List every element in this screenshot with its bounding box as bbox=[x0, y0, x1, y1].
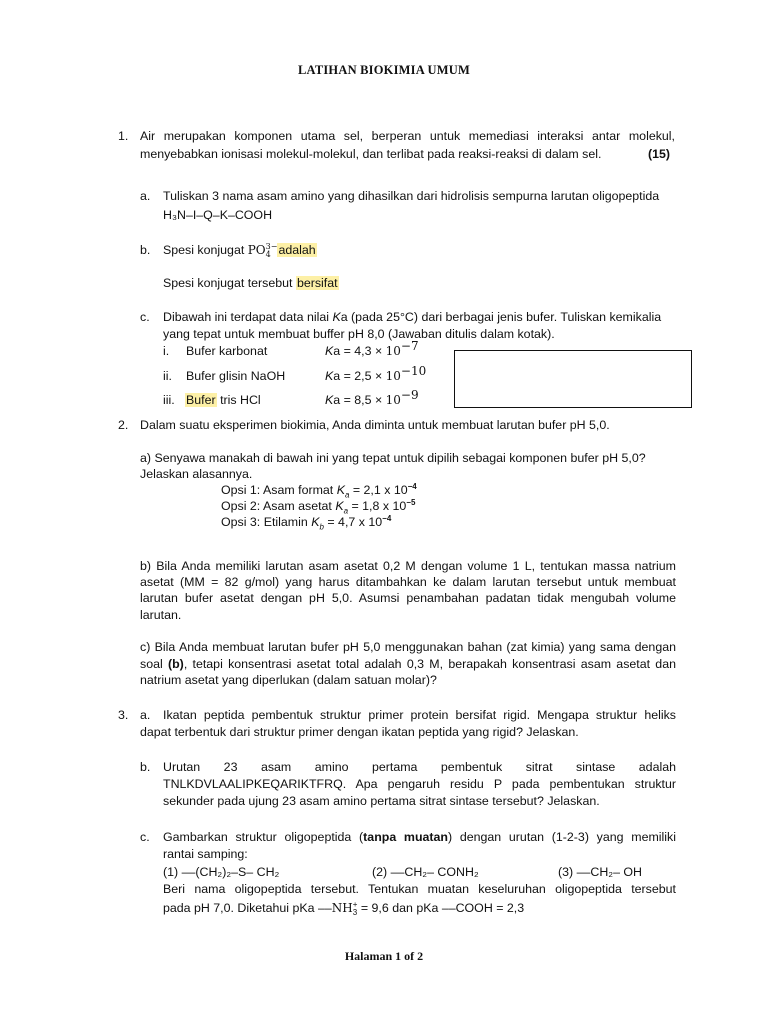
question-3c-line-5-b: = 9,6 dan pKa ––COOH = 2,3 bbox=[357, 901, 525, 915]
question-1c-k-symbol: K bbox=[332, 310, 341, 324]
buffer-item-1-name: Bufer karbonat bbox=[186, 344, 268, 358]
option-3-ksub: b bbox=[319, 522, 324, 532]
ammonium-group: NH bbox=[331, 901, 353, 915]
question-2b-line-2: asetat (MM = 82 g/mol) yang harus ditambahkan ke dalam larutan tersebut untuk membuat bbox=[140, 575, 676, 589]
side-chain-1: (1) ––(CH₂)₂–S– CH₂ bbox=[163, 865, 280, 879]
buffer-item-2-ka bbox=[325, 363, 427, 385]
option-2-val: = 1,8 x 10 bbox=[348, 499, 407, 513]
buffer-item-1-ka bbox=[325, 338, 419, 360]
question-3a-line-2: dapat terbentuk dari struktur primer dengan ikatan peptida yang rigid? Jelaskan. bbox=[140, 725, 579, 739]
buffer-item-2-base: 10 bbox=[385, 369, 401, 383]
buffer-item-2-num: ii. bbox=[163, 369, 172, 383]
question-2-number: 2. bbox=[118, 418, 129, 432]
question-3c-tanpa-muatan: tanpa muatan bbox=[363, 830, 448, 844]
buffer-item-3-name bbox=[185, 392, 261, 409]
question-1c-line-2: yang tepat untuk membuat buffer pH 8,0 (Jawaban ditulis dalam kotak). bbox=[163, 327, 555, 341]
option-2 bbox=[221, 498, 415, 515]
phosphate-ion bbox=[248, 243, 278, 257]
option-1-ksub: a bbox=[344, 490, 350, 500]
question-1b-line-1 bbox=[163, 242, 317, 259]
question-3b-line-2: TNLKDVLAALIPKEQARIKTFRQ. Apa pengaruh residu P pada pembentukan struktur bbox=[163, 777, 676, 791]
question-2c-line-2-a: soal bbox=[140, 657, 168, 671]
buffer-item-1-base: 10 bbox=[385, 344, 401, 358]
question-1a-line-1: Tuliskan 3 nama asam amino yang dihasilkan dari hidrolisis sempurna larutan oligopeptida bbox=[163, 189, 660, 203]
buffer-item-2-exp: −10 bbox=[400, 363, 427, 378]
question-3c-label: c. bbox=[140, 830, 150, 844]
question-1b-line-2-prefix: Spesi konjugat tersebut bbox=[163, 276, 296, 290]
buffer-item-1-num: i. bbox=[163, 344, 170, 358]
question-3b-line-1: Urutan 23 asam amino pertama pembentuk sitrat sintase adalah bbox=[163, 760, 676, 774]
question-2a-line-2: Jelaskan alasannya. bbox=[140, 467, 253, 481]
buffer-item-1-k: K bbox=[325, 344, 334, 358]
ammonium-charge: + bbox=[352, 899, 358, 909]
question-2c-line-2 bbox=[140, 656, 676, 673]
question-1a-peptide: H₃N–I–Q–K–COOH bbox=[163, 208, 273, 222]
option-3-pre: Opsi 3: Etilamin bbox=[221, 515, 312, 529]
question-3a-line-1: Ikatan peptida pembentuk struktur primer protein bersifat rigid. Mengapa struktur heliks bbox=[163, 708, 676, 722]
option-1-pre: Opsi 1: Asam format bbox=[221, 483, 337, 497]
buffer-item-3-num: iii. bbox=[163, 393, 175, 407]
side-chain-2: (2) ––CH₂– CONH₂ bbox=[372, 865, 479, 879]
question-1b-line-2 bbox=[163, 275, 339, 292]
option-2-exp: −5 bbox=[406, 497, 416, 507]
option-2-k: K bbox=[335, 499, 344, 513]
option-3-exp: −4 bbox=[382, 513, 392, 523]
question-1-line-2-text: menyebabkan ionisasi molekul-molekul, dan terlibat pada reaksi-reaksi di dalam sel. bbox=[140, 147, 602, 161]
page-title: LATIHAN BIOKIMIA UMUM bbox=[297, 63, 471, 77]
question-3c-line-1 bbox=[163, 829, 676, 846]
side-chain-3: (3) ––CH₂– OH bbox=[558, 865, 642, 879]
buffer-item-1-kval: a = 4,3 × bbox=[333, 344, 386, 358]
question-3c-line-5 bbox=[163, 900, 524, 917]
question-2b-line-4: larutan. bbox=[140, 608, 182, 622]
question-3b-label: b. bbox=[140, 760, 151, 774]
question-2b-line-1: b) Bila Anda memiliki larutan asam asetat 0,2 M dengan volume 1 L, tentukan massa natrium bbox=[140, 559, 676, 573]
phosphate-ion-base: PO bbox=[247, 243, 266, 257]
question-1c-line-1-a: Dibawah ini terdapat data nilai bbox=[163, 310, 333, 324]
question-3c-line-5-a: pada pH 7,0. Diketahui pKa –– bbox=[163, 901, 332, 915]
question-2c-line-3: natrium asetat yang diperlukan (dalam satuan molar)? bbox=[140, 673, 437, 687]
option-3-k: K bbox=[311, 515, 320, 529]
question-1b-bersifat-highlight: bersifat bbox=[296, 276, 338, 290]
question-3b-line-3: sekunder pada ujung 23 asam amino pertama sitrat sintase tersebut? Jelaskan. bbox=[163, 794, 600, 808]
question-1a-label: a. bbox=[140, 189, 151, 203]
question-3c-line-1-c: ) dengan urutan (1-2-3) yang memiliki bbox=[448, 830, 676, 844]
phosphate-ion-subscript: 4 bbox=[265, 249, 271, 259]
question-3c-line-1-a: Gambarkan struktur oligopeptida ( bbox=[163, 830, 364, 844]
question-1-line-2 bbox=[140, 146, 675, 163]
question-2a-line-1: a) Senyawa manakah di bawah ini yang tepat untuk dipilih sebagai komponen bufer pH 5,0? bbox=[140, 451, 646, 465]
buffer-item-3-name-text: tris HCl bbox=[216, 393, 261, 407]
buffer-item-3-exp: −9 bbox=[400, 387, 419, 402]
option-3 bbox=[221, 514, 391, 531]
question-2b-line-3: larutan bufer asetat dengan pH 5,0. Asumsi penambahan padatan tidak mengubah volume bbox=[140, 591, 676, 605]
question-2c-soal-b-ref: (b) bbox=[167, 657, 184, 671]
question-1b-prefix: Spesi konjugat bbox=[163, 243, 248, 257]
buffer-item-3-base: 10 bbox=[385, 393, 401, 407]
option-2-pre: Opsi 2: Asam asetat bbox=[221, 499, 336, 513]
question-3a-label: a. bbox=[140, 708, 151, 722]
question-2-intro: Dalam suatu eksperimen biokimia, Anda diminta untuk membuat larutan bufer pH 5,0. bbox=[140, 418, 610, 432]
buffer-item-3-k: K bbox=[325, 393, 334, 407]
buffer-item-2-k: K bbox=[325, 369, 334, 383]
buffer-item-2-kval: a = 2,5 × bbox=[333, 369, 386, 383]
buffer-item-3-ka bbox=[325, 387, 419, 409]
option-3-val: = 4,7 x 10 bbox=[323, 515, 383, 529]
ammonium-subscript: 3 bbox=[352, 907, 358, 917]
buffer-item-1-exp: −7 bbox=[400, 338, 419, 353]
question-1-number: 1. bbox=[118, 129, 129, 143]
question-1c-line-1 bbox=[163, 309, 678, 326]
question-3c-line-2: rantai samping: bbox=[163, 847, 248, 861]
question-1c-label: c. bbox=[140, 310, 150, 324]
buffer-item-3-highlight: Bufer bbox=[186, 393, 216, 407]
question-2c-line-1: c) Bila Anda membuat larutan bufer pH 5,0 menggunakan bahan (zat kimia) yang sama dengan bbox=[140, 640, 676, 654]
question-1-line-1: Air merupakan komponen utama sel, berperan untuk memediasi interaksi antar molekul, bbox=[140, 129, 675, 143]
question-3-number: 3. bbox=[118, 708, 129, 722]
buffer-item-2-name: Bufer glisin NaOH bbox=[186, 369, 286, 383]
answer-box[interactable] bbox=[454, 350, 692, 408]
question-1c-line-1-b: a (pada 25°C) dari berbagai jenis bufer. Tuliskan kemikalia bbox=[340, 310, 662, 324]
option-2-ksub: a bbox=[343, 506, 349, 516]
option-1-k: K bbox=[336, 483, 345, 497]
phosphate-ion-charge: 3− bbox=[265, 241, 278, 251]
question-3c-line-4: Beri nama oligopeptida tersebut. Tentukan muatan keseluruhan oligopeptida tersebut bbox=[163, 882, 676, 896]
option-1-exp: −4 bbox=[407, 481, 417, 491]
option-1 bbox=[221, 482, 417, 499]
question-1b-adalah-highlight: adalah bbox=[278, 243, 316, 257]
option-1-val: = 2,1 x 10 bbox=[349, 483, 408, 497]
buffer-item-3-kval: a = 8,5 × bbox=[333, 393, 386, 407]
question-1-points: (15) bbox=[648, 147, 671, 161]
page-footer: Halaman 1 of 2 bbox=[344, 949, 424, 963]
question-1b-label: b. bbox=[140, 243, 151, 257]
question-2c-line-2-c: , tetapi konsentrasi asetat total adalah 0,3 M, berapakah konsentrasi asam asetat dan bbox=[183, 657, 676, 671]
